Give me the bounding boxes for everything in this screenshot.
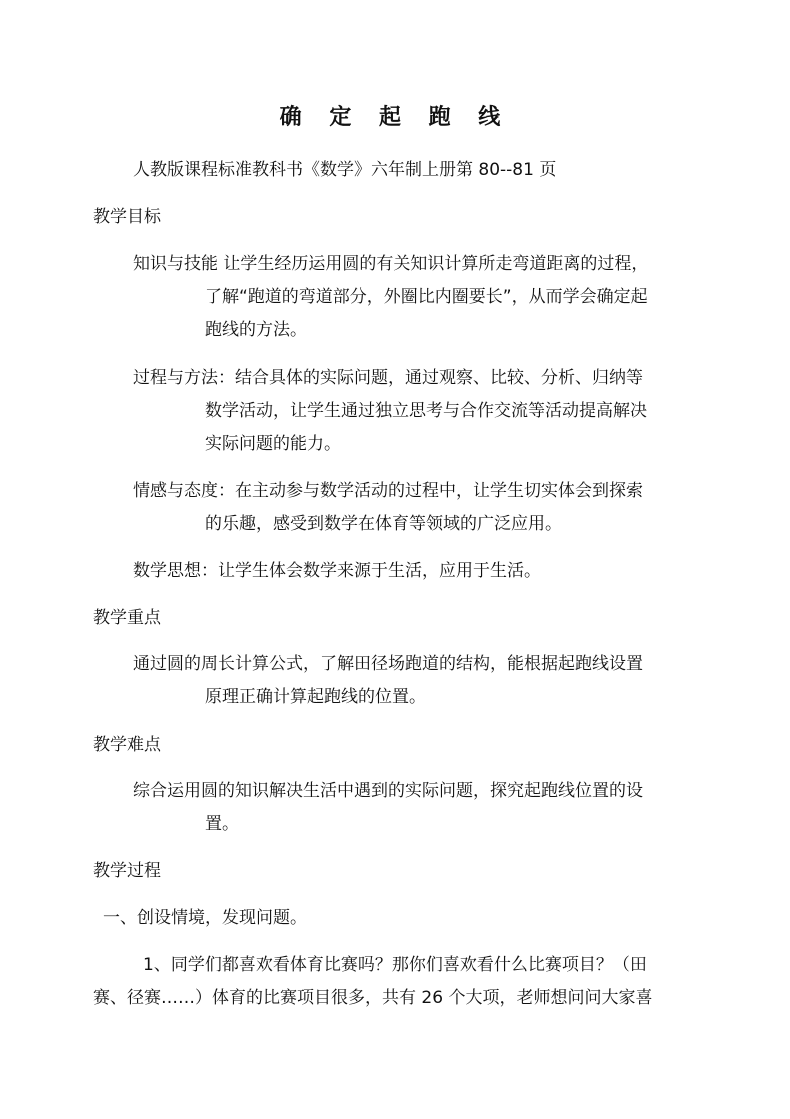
difficulties-line: 综合运用圆的知识解决生活中遇到的实际问题，探究起跑线位置的设 [133,781,643,801]
paragraph-line: 1、同学们都喜欢看体育比赛吗？那你们喜欢看什么比赛项目？（田 [143,955,647,975]
knowledge-skills-line: 了解“跑道的弯道部分，外圈比内圈要长”，从而学会确定起 [205,287,648,307]
key-points-line: 通过圆的周长计算公式，了解田径场跑道的结构，能根据起跑线设置 [133,654,643,674]
attitude-line: 的乐趣，感受到数学在体育等领域的广泛应用。 [205,514,562,534]
key-points-heading: 教学重点 [93,608,161,628]
objectives-heading: 教学目标 [93,207,161,227]
process-method-line: 过程与方法：结合具体的实际问题，通过观察、比较、分析、归纳等 [133,368,643,388]
textbook-source: 人教版课程标准教科书《数学》六年制上册第 80--81 页 [133,160,557,180]
process-method-line: 实际问题的能力。 [205,434,341,454]
paragraph-line: 赛、径赛……）体育的比赛项目很多，共有 26 个大项，老师想问问大家喜 [93,988,653,1008]
attitude-line: 情感与态度：在主动参与数学活动的过程中，让学生切实体会到探索 [133,481,643,501]
document-title: 确 定 起 跑 线 [279,105,511,130]
process-method-line: 数学活动，让学生通过独立思考与合作交流等活动提高解决 [205,401,647,421]
section-heading: 一、创设情境，发现问题。 [103,908,307,928]
key-points-line: 原理正确计算起跑线的位置。 [205,687,426,707]
knowledge-skills-line: 跑线的方法。 [205,320,307,340]
knowledge-skills-line: 知识与技能 让学生经历运用圆的有关知识计算所走弯道距离的过程， [133,254,649,274]
difficulties-heading: 教学难点 [93,735,161,755]
difficulties-line: 置。 [205,814,239,834]
math-thinking-line: 数学思想：让学生体会数学来源于生活，应用于生活。 [133,561,541,581]
process-heading: 教学过程 [93,861,161,881]
